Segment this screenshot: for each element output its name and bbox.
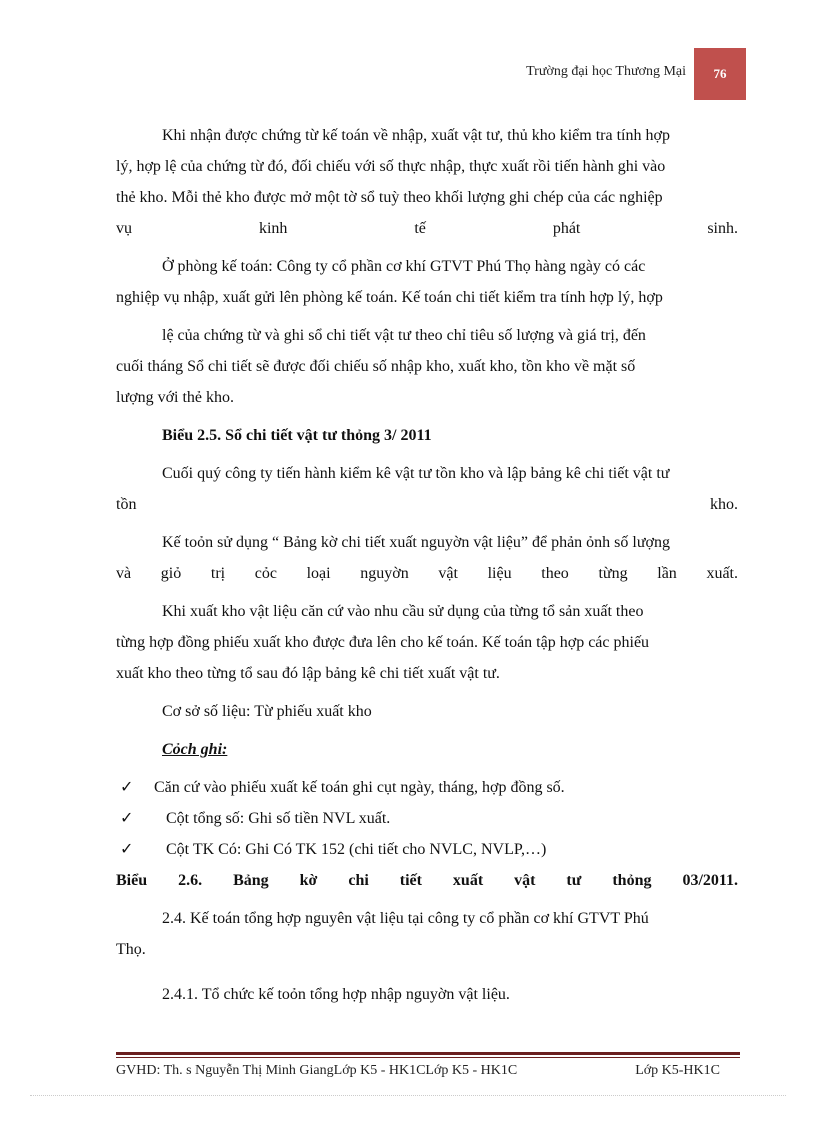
p6-line1: Khi xuất kho vật liệu căn cứ vào nhu cầu sử dụng của từng tổ sản xuất theo: [162, 603, 644, 620]
page-edge-divider: [30, 1095, 786, 1096]
page-number-badge: 76: [694, 48, 746, 100]
p5-line1: Kế toỏn sử dụng “ Bảng kờ chi tiết xuất nguyờn vật liệu” để phản ỏnh số lượng: [162, 534, 670, 551]
p3-line3: lượng với thẻ kho.: [116, 389, 235, 406]
check-item-1: [116, 772, 738, 803]
p6-line3: xuất kho theo từng tổ sau đó lập bảng kê chi tiết xuất vật tư.: [116, 665, 500, 682]
p8-line2: Thọ.: [116, 941, 146, 958]
p7-source: Cơ sở số liệu: Từ phiếu xuất kho: [162, 703, 372, 720]
footer-left-text: GVHD: Th. s Nguyễn Thị Minh GiangLớp K5 - HK1CLớp K5 - HK1C: [116, 1063, 518, 1078]
document-body: [116, 120, 738, 1010]
check-item-2-text: Cột tổng số: Ghi số tiền NVL xuất.: [166, 810, 391, 827]
heading-bieu-2-5: Biểu 2.5. Sổ chi tiết vật tư thỏng 3/ 2011: [162, 427, 432, 444]
check-item-2: [116, 803, 738, 834]
checkmark-icon: ✓: [120, 841, 134, 858]
p3-line2: cuối tháng Sổ chi tiết sẽ được đối chiếu số nhập kho, xuất kho, tồn kho về mặt số: [116, 358, 636, 375]
p2-line2: nghiệp vụ nhập, xuất gửi lên phòng kế toán. Kế toán chi tiết kiểm tra tính hợp lý, hợp: [116, 289, 663, 306]
p1-line3: thẻ kho. Mỗi thẻ kho được mở một tờ sổ tuỳ theo khối lượng ghi chép của các nghiệp: [116, 189, 663, 206]
cach-ghi-heading: Cỏch ghi:: [162, 741, 228, 758]
p3-line1: lệ của chứng từ và ghi sổ chi tiết vật tư theo chỉ tiêu số lượng và giá trị, đến: [162, 327, 646, 344]
p4-line1: Cuối quý công ty tiến hành kiểm kê vật tư tồn kho và lập bảng kê chi tiết vật tư: [162, 465, 670, 482]
p5-line2: và giỏ trị cỏc loại nguyờn vật liệu theo từng lần xuất.: [116, 565, 738, 582]
footer-rule-thick: [116, 1052, 740, 1055]
checkmark-icon: ✓: [120, 779, 134, 796]
p1-line2: lý, hợp lệ của chứng từ đó, đối chiếu với số thực nhập, thực xuất rồi tiến hành ghi vào: [116, 158, 666, 175]
footer-rule-thin: [116, 1057, 740, 1058]
p9-heading: 2.4.1. Tổ chức kế toỏn tổng hợp nhập nguyờn vật liệu.: [162, 986, 510, 1003]
p6-line2: từng hợp đồng phiếu xuất kho được đưa lên cho kế toán. Kế toán tập hợp các phiếu: [116, 634, 650, 651]
heading-bieu-2-6: Biểu 2.6. Bảng kờ chi tiết xuất vật tư thỏng 03/2011.: [116, 872, 738, 889]
p4-line2: tồn kho.: [116, 496, 738, 513]
footer-right-text: Lớp K5-HK1C: [635, 1063, 720, 1078]
check-item-3: [116, 834, 738, 865]
check-item-1-text: Căn cứ vào phiếu xuất kế toán ghi cụt ngày, tháng, hợp đồng số.: [154, 779, 565, 796]
checkmark-icon: ✓: [120, 810, 134, 827]
p1-line1: Khi nhận được chứng từ kế toán về nhập, xuất vật tư, thủ kho kiểm tra tính hợp: [162, 127, 670, 144]
p1-line4: vụ kinh tế phát sinh.: [116, 220, 738, 237]
check-item-3-text: Cột TK Có: Ghi Có TK 152 (chi tiết cho NVLC, NVLP,…): [166, 841, 547, 858]
p2-line1: Ở phòng kế toán: Công ty cổ phần cơ khí GTVT Phú Thọ hàng ngày có các: [162, 258, 646, 275]
header-title: Trường đại học Thương Mại: [526, 64, 686, 79]
p8-line1: 2.4. Kế toán tổng hợp nguyên vật liệu tại công ty cổ phần cơ khí GTVT Phú: [162, 910, 649, 927]
